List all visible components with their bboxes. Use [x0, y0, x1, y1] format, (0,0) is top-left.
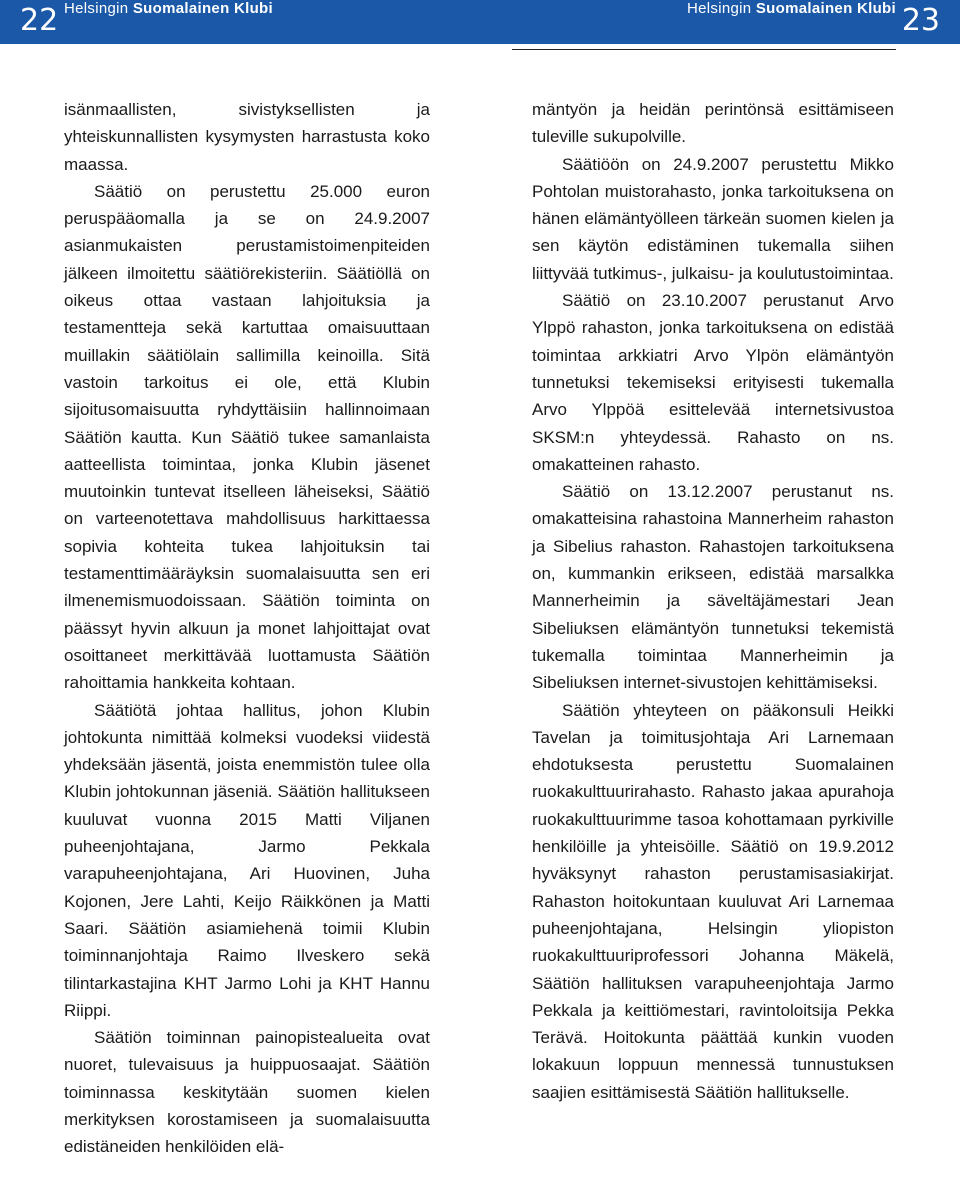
- title-prefix: Helsingin: [687, 0, 756, 17]
- left-page-header: [0, 0, 480, 44]
- paragraph: Säätiö on 13.12.2007 perustanut ns. omakatteisina rahastoina Mannerheim rahaston ja Sibelius rahaston. Rahastojen tarkoituksena on, kummankin erikseen, edistää marsalkka Mannerheimin ja säveltäjämestari Jean Sibeliuksen elämäntyön tunnetuksi tekemistä tukemalla toimintaa Mannerheimin ja Sibeliuksen internet-sivustojen kehittämiseksi.: [532, 482, 894, 693]
- paragraph: Säätiö on 23.10.2007 perustanut Arvo Ylppö rahaston, jonka tarkoituksena on edistää toimintaa arkkiatri Arvo Ylpön elämäntyön tunnetuksi tekemiseksi erityisesti tukemalla Arvo Ylppöä esittelevää internetsivustoa SKSM:n yhteydessä. Rahasto on ns. omakatteinen rahasto.: [532, 291, 894, 474]
- left-text-column: [64, 96, 430, 1161]
- title-bold: Suomalainen Klubi: [132, 0, 273, 17]
- paragraph: Säätiön toiminnan painopistealueita ovat nuoret, tulevaisuus ja huippuosaajat. Säätiön toiminnassa keskitytään suomen kielen merkityksen korostamiseen ja suomalaisuutta edistäneiden henkilöiden elä-: [64, 1028, 430, 1157]
- left-publication-title: [64, 0, 273, 18]
- right-page-number: 23: [901, 3, 940, 38]
- right-text-column: [532, 96, 894, 1106]
- title-bold: Suomalainen Klubi: [755, 0, 896, 17]
- right-publication-title: [687, 0, 896, 18]
- paragraph: Säätiötä johtaa hallitus, johon Klubin johtokunta nimittää kolmeksi vuodeksi viidestä yhdeksään jäsentä, joista enemmistön tulee olla Klubin johtokunnan jäseniä. Säätiön hallitukseen kuuluvat vuonna 2015 Matti Viljanen puheenjohtajana, Jarmo Pekkala varapuheenjohtajana, Ari Huovinen, Juha Kojonen, Jere Lahti, Keijo Räikkönen ja Matti Saari. Säätiön asiamiehenä toimii Klubin toiminnanjohtaja Raimo Ilveskero sekä tilintarkastajina KHT Jarmo Lohi ja KHT Hannu Riippi.: [64, 700, 430, 1020]
- header-divider: [512, 49, 896, 50]
- paragraph: isänmaallisten, sivistyksellisten ja yhteiskunnallisten kysymysten harrastusta koko maassa.: [64, 100, 430, 174]
- paragraph: Säätiöön on 24.9.2007 perustettu Mikko Pohtolan muistorahasto, jonka tarkoituksena on hänen elämäntyölleen tärkeän suomen kielen ja sen käytön edistäminen tukemalla siihen liittyvää tutkimus-, julkaisu- ja koulutustoimintaa.: [532, 154, 894, 283]
- paragraph: Säätiön yhteyteen on pääkonsuli Heikki Tavelan ja toimitusjohtaja Ari Larnemaan ehdotuksesta perustettu Suomalainen ruokakulttuurirahasto. Rahasto jakaa apurahoja ruokakulttuurimme tasoa kohottamaan pyrkiville henkilöille ja yhteisöille. Säätiö on 19.9.2012 hyväksynyt rahaston perustamisasiakirjat. Rahaston hoitokuntaan kuuluvat Ari Larnemaa puheenjohtajana, Helsingin yliopiston ruokakulttuuriprofessori Johanna Mäkelä, Säätiön hallituksen varapuheenjohtaja Jarmo Pekkala ja keittiömestari, ravintoloitsija Pekka Terävä. Hoitokunta päättää kunkin vuoden lokakuun loppuun mennessä tunnustuksen saajien esittämisestä Säätiön hallitukselle.: [532, 700, 894, 1102]
- right-page-header: [480, 0, 960, 44]
- paragraph: Säätiö on perustettu 25.000 euron peruspääomalla ja se on 24.9.2007 asianmukaisten perustamistoimenpiteiden jälkeen ilmoitettu säätiörekisteriin. Säätiöllä on oikeus ottaa vastaan lahjoituksia ja testamentteja sekä kartuttaa omaisuuttaan muillakin säätiölain sallimilla keinoilla. Sitä vastoin tarkoitus ei ole, että Klubin sijoitusomaisuutta ryhdyttäisiin hallinnoimaan Säätiön kautta. Kun Säätiö tukee samanlaista aatteellista toimintaa, jonka Klubin jäsenet muutoinkin tuntevat itselleen läheiseksi, Säätiö on varteenotettava mahdollisuus harkittaessa sopivia kohteita tukea lahjoituksin tai testamenttimääräyksin suomalaisuutta sen eri ilmenemismuodoissaan. Säätiön toiminta on päässyt hyvin alkuun ja monet lahjoittajat ovat osoittaneet merkittävää luottamusta Säätiön rahoittamia hankkeita kohtaan.: [64, 181, 430, 693]
- left-page-number: 22: [20, 3, 59, 38]
- paragraph: mäntyön ja heidän perintönsä esittämiseen tuleville sukupolville.: [532, 100, 894, 147]
- title-prefix: Helsingin: [64, 0, 133, 17]
